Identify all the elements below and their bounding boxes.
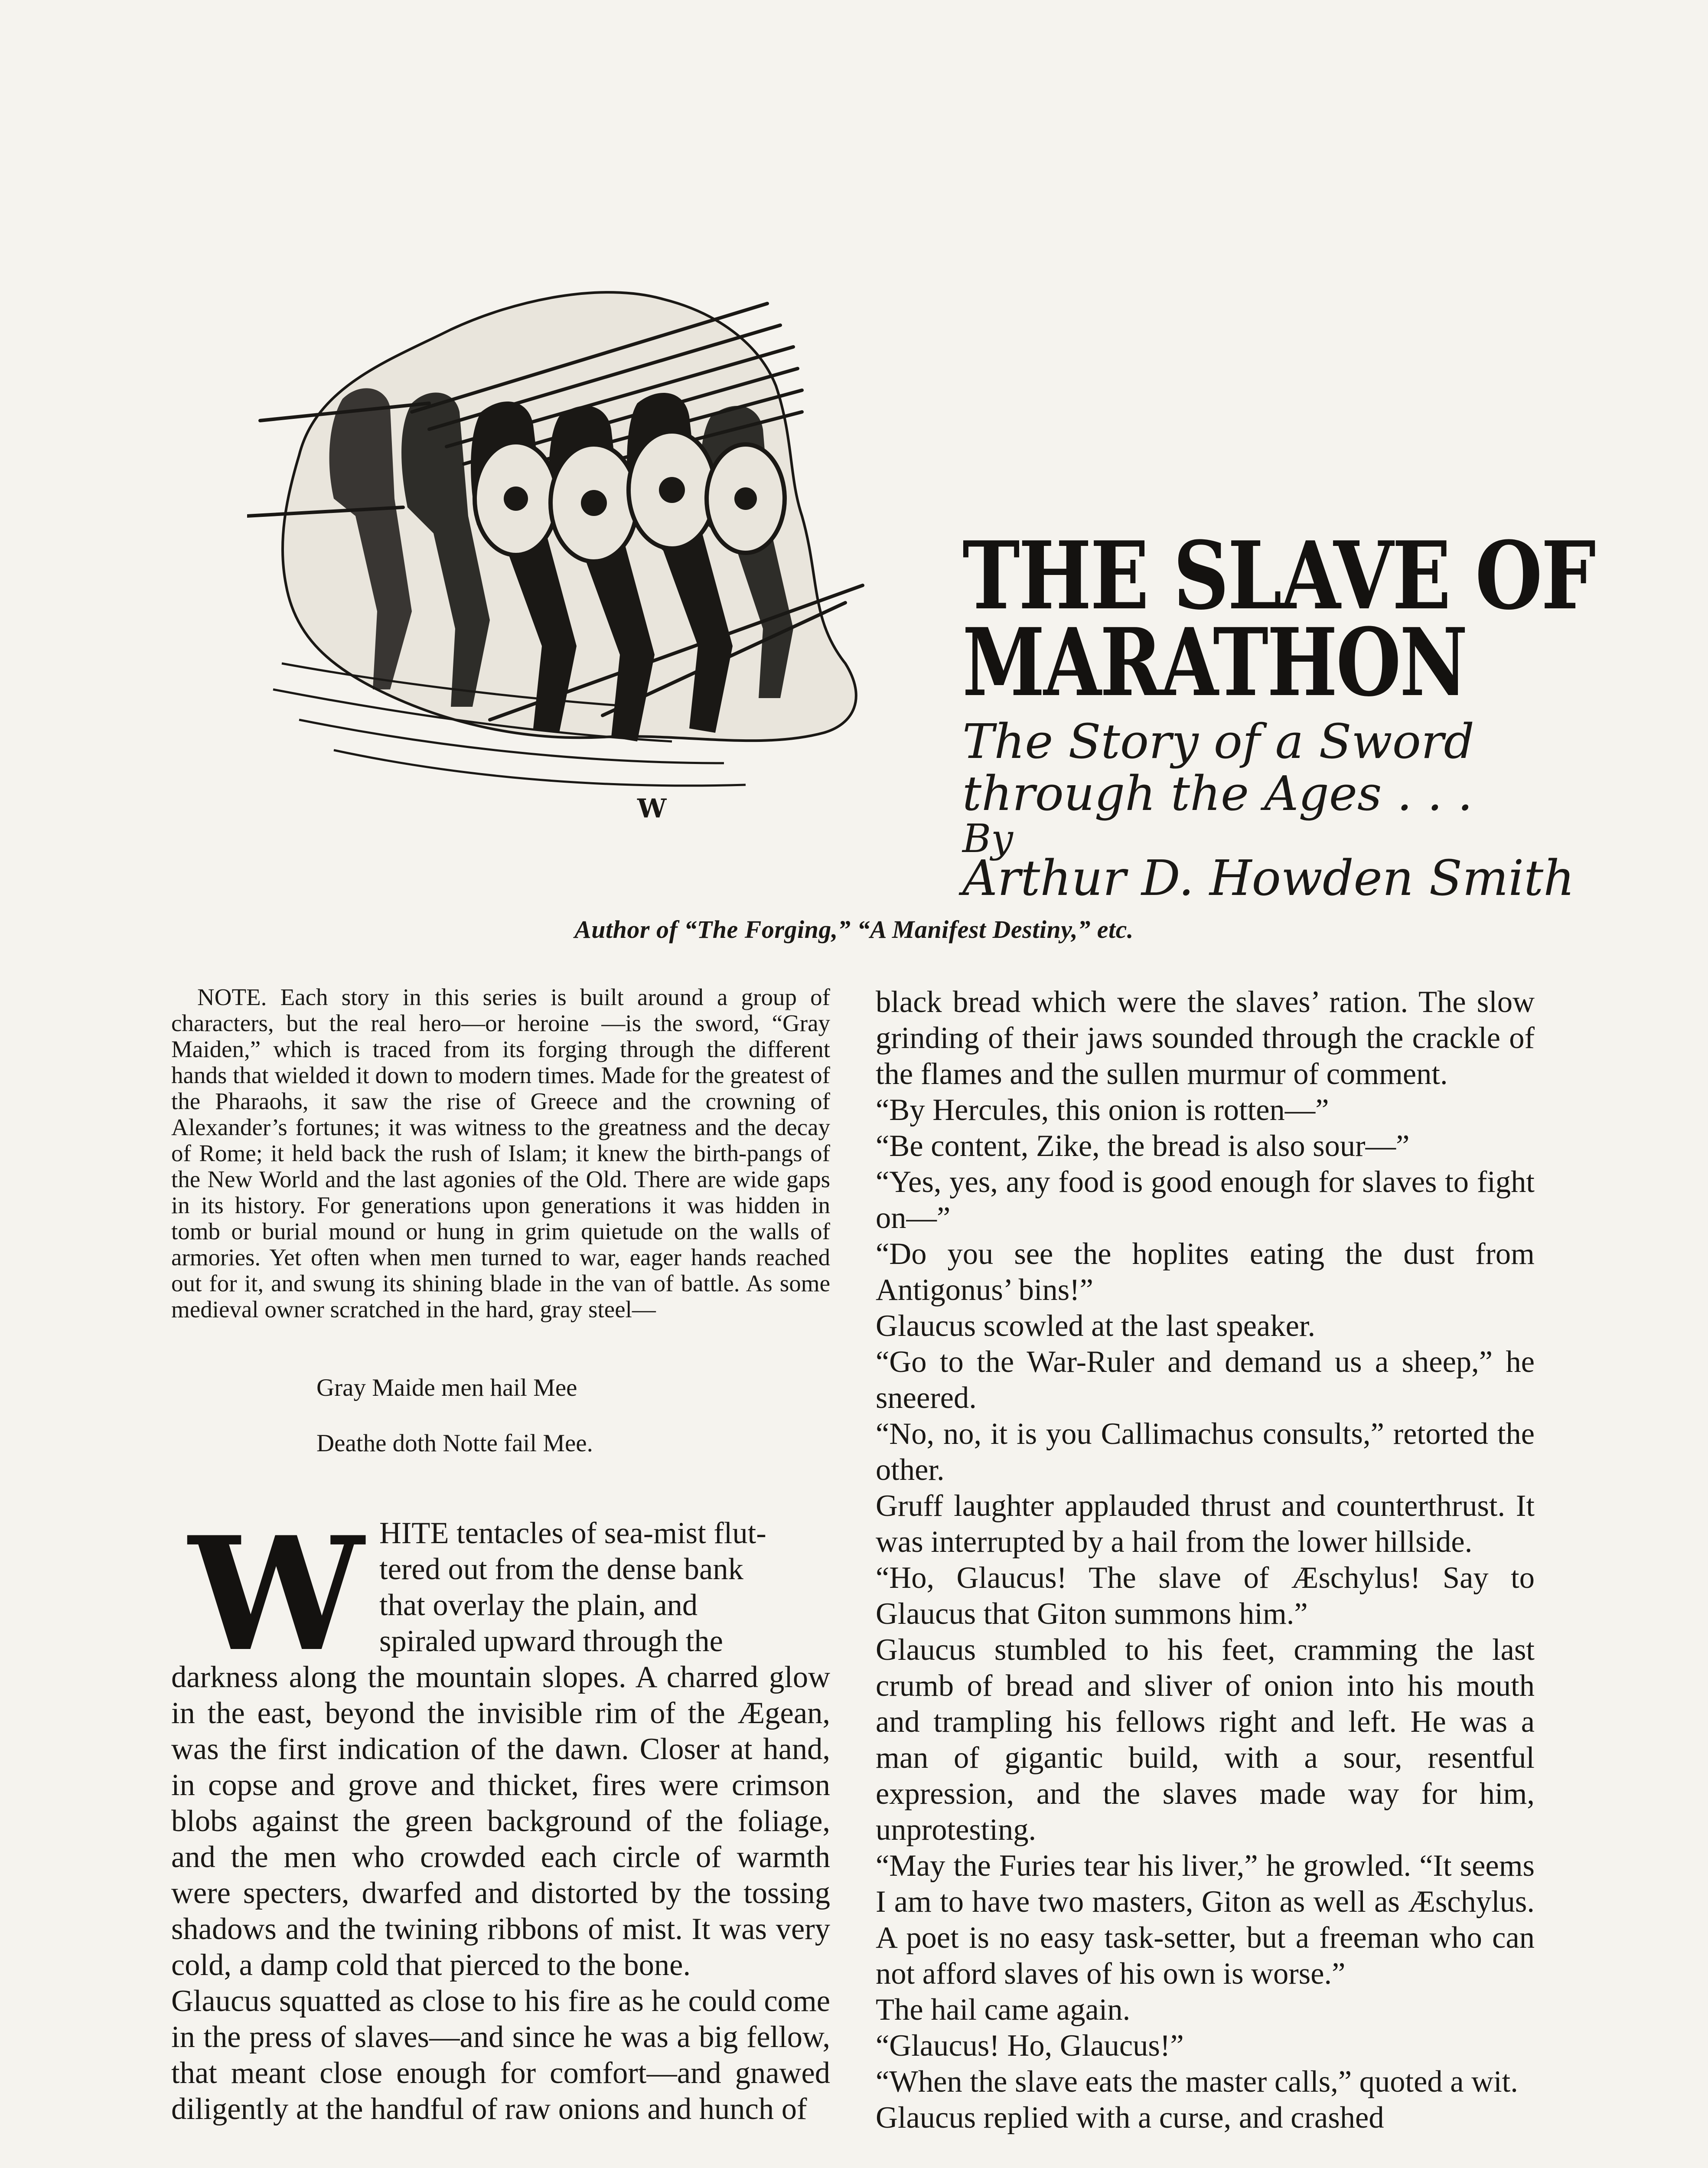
story-subtitle-line1: The Story of a Sword [962, 714, 1474, 769]
story-title-line1: THE SLAVE OF [962, 521, 1595, 630]
byline-by: By [962, 816, 1013, 862]
story-right-text: black bread which were the slaves’ ration. The slow grinding of their jaws sounded through the crackle of the flames and the sullen murmur of comment. “By Hercules, this onion is rotten—” “Be content, Zike, the bread is also sour—” “Yes, yes, any food is good enough for slaves to fight on—” “Do you see the hoplites eating the dust from Antigonus’ bins!” Glaucus scowled at the last speaker. “Go to the War-Ruler and demand us a sheep,” he sneered. “No, no, it is you Callimachus consults,” retorted the other. Gruff laughter applauded thrust and counterthrust. It was interrupted by a hail from the lower hillside. “Ho, Glaucus! The slave of Æschylus! Say to Glaucus that Giton summons him.” Glaucus stumbled to his feet, cramming the last crumb of bread and sliver of onion into his mouth and trampling his fellows right and left. He was a man of gigantic build, with a sour, resentful expression, and the slaves made way for him, unprotesting. “May the Furies tear his liver,” he growled. “It seems I am to have two masters, Giton as well as Æschylus. A poet is no easy task-setter, but a freeman who can not afford slaves of his own is worse.” The hail came again. “Glaucus! Ho, Glaucus!” “When the slave eats the master calls,” quoted a wit. Glaucus replied with a curse, and crashed [876, 985, 1535, 2135]
story-left-text: darkness along the mountain slopes. A charred glow in the east, beyond the invisible rim of the Ægean, was the first indication of the dawn. Closer at hand, in copse and grove and thicket, fires were crimson blobs against the green background of the foliage, and the men who crowded each circle of warmth were specters, dwarfed and distorted by the tossing shadows and the twining ribbons of mist. It was very cold, a damp cold that pierced to the bone. Glaucus squatted as close to his fire as he could come in the press of slaves—and since he was a big fellow, that meant close enough for comfort—and gnawed diligently at the handful of raw onions and hunch of [171, 1660, 830, 2126]
left-column [171, 984, 830, 2127]
title-block [954, 520, 1604, 907]
sword-inscription [316, 1346, 830, 1485]
story-opening [171, 1502, 830, 2127]
inscription-line1: Gray Maide men hail Mee [316, 1374, 577, 1401]
right-column [876, 984, 1535, 2136]
series-note: NOTE. Each story in this series is built around a group of characters, but the real hero—or heroine —is the sword, “Gray Maiden,” which is traced from its forging through the different hands that wielded it down to modern times. Made for the greatest of the Pharaohs, it saw the rise of Greece and the crowning of Alexander’s fortunes; it was witness to the greatness and the decay of Rome; it held back the rush of Islam; it knew the birth-pangs of the New World and the last agonies of the Old. There are wide gaps in its history. For generations upon generations it was hidden in tomb or burial mound or hung in grim quietude on the walls of armories. Yet often when men turned to war, eager hands reached out for it, and swung its shining blade in the van of battle. As some medieval owner scratched in the hard, gray steel— [171, 984, 830, 1322]
inscription-line2: Deathe doth Notte fail Mee. [316, 1430, 593, 1457]
story-title-line2: MARATHON [962, 607, 1467, 717]
author-name: Arthur D. Howden Smith [962, 850, 1575, 907]
author-credits: Author of “The Forging,” “A Manifest Destiny,” etc. [574, 915, 1134, 944]
story-opening-lines: HITE tentacles of sea-mist flut- tered out from the dense bank that overlay the plain, and spiraled upward through the [379, 1516, 766, 1658]
story-subtitle-line2: through the Ages . . . [962, 766, 1473, 821]
warriors-illustration [247, 273, 889, 828]
illustration-signature: W [637, 793, 667, 824]
drop-cap: W [189, 1502, 364, 1686]
